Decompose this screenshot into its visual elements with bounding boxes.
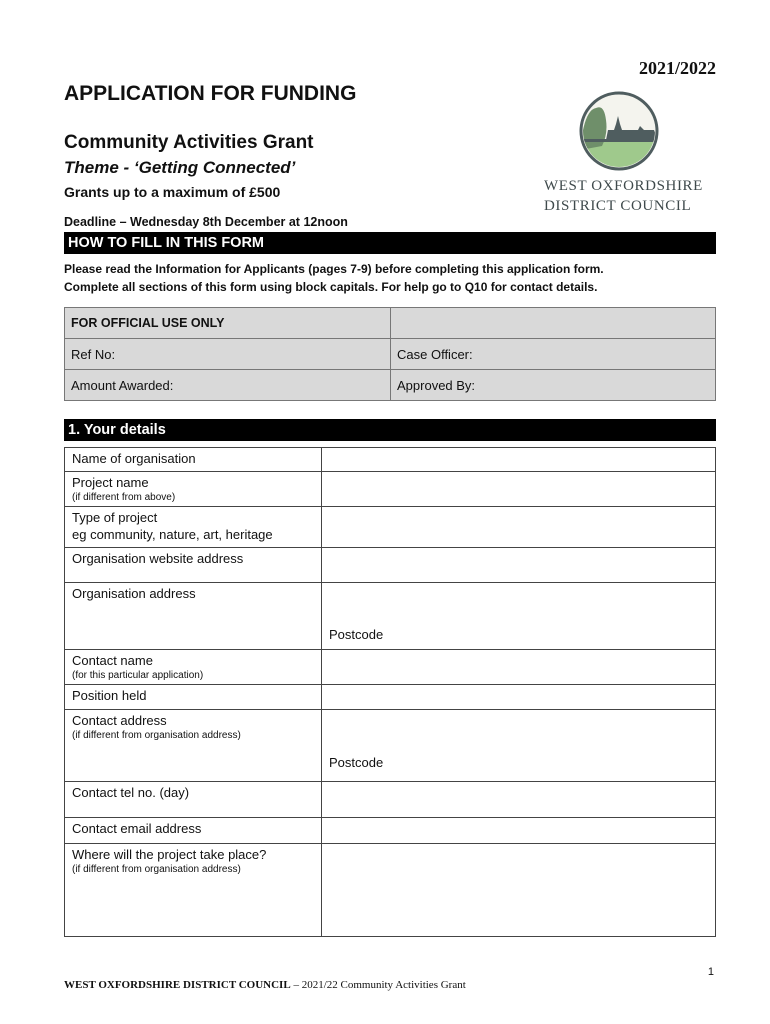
case-officer-field[interactable]: Case Officer:	[391, 339, 716, 370]
your-details-table	[64, 447, 716, 937]
official-use-heading: FOR OFFICIAL USE ONLY	[65, 308, 391, 339]
contact-address-label	[65, 710, 322, 782]
project-name-label	[65, 472, 322, 507]
instructions	[64, 260, 724, 296]
org-postcode-label: Postcode	[329, 627, 384, 642]
section-1-heading: 1. Your details	[64, 419, 716, 441]
location-note: (if different from organisation address)	[72, 864, 241, 875]
org-name-input[interactable]	[322, 448, 716, 472]
grant-theme: Theme - ‘Getting Connected’	[64, 158, 296, 177]
contact-name-note: (for this particular application)	[72, 670, 204, 681]
contact-postcode-label: Postcode	[329, 755, 384, 770]
project-name-text: Project name	[72, 475, 149, 490]
year-label: 2021/2022	[638, 58, 716, 78]
footer	[64, 979, 466, 991]
contact-address-note: (if different from organisation address)	[72, 730, 241, 741]
position-input[interactable]	[322, 685, 716, 710]
ref-no-field[interactable]: Ref No:	[65, 339, 391, 370]
how-to-heading: HOW TO FILL IN THIS FORM	[64, 232, 716, 254]
official-blank-cell	[391, 308, 716, 339]
council-emblem-icon	[578, 90, 660, 172]
project-type-example: eg community, nature, art, heritage	[72, 527, 273, 542]
location-input[interactable]	[322, 844, 716, 937]
org-address-label: Organisation address	[65, 583, 322, 650]
website-input[interactable]	[322, 548, 716, 583]
contact-address-input[interactable]	[322, 710, 716, 782]
contact-name-text: Contact name	[72, 653, 153, 668]
deadline: Deadline – Wednesday 8th December at 12noon	[64, 215, 348, 229]
location-label	[65, 844, 322, 937]
amount-awarded-field[interactable]: Amount Awarded:	[65, 370, 391, 401]
email-label: Contact email address	[65, 818, 322, 844]
project-type-text: Type of project	[72, 510, 158, 525]
website-label: Organisation website address	[65, 548, 322, 583]
location-text: Where will the project take place?	[72, 847, 267, 862]
footer-text: – 2021/22 Community Activities Grant	[290, 979, 466, 991]
tel-input[interactable]	[322, 782, 716, 818]
project-name-note: (if different from above)	[72, 492, 176, 503]
tel-label: Contact tel no. (day)	[65, 782, 322, 818]
position-label: Position held	[65, 685, 322, 710]
footer-org: WEST OXFORDSHIRE DISTRICT COUNCIL	[64, 979, 291, 991]
org-name-label: Name of organisation	[65, 448, 322, 472]
logo-text-line2: DISTRICT COUNCIL	[544, 198, 692, 214]
council-logo	[544, 90, 704, 215]
project-type-input[interactable]	[322, 507, 716, 548]
project-type-label	[65, 507, 322, 548]
email-input[interactable]	[322, 818, 716, 844]
org-address-input[interactable]	[322, 583, 716, 650]
max-grant: Grants up to a maximum of £500	[64, 184, 281, 200]
contact-name-input[interactable]	[322, 650, 716, 685]
page-title: APPLICATION FOR FUNDING	[64, 82, 357, 105]
grant-name: Community Activities Grant	[64, 132, 314, 153]
instruction-line-1: Please read the Information for Applicants (pages 7-9) before completing this application form.	[64, 262, 604, 276]
contact-name-label	[65, 650, 322, 685]
project-name-input[interactable]	[322, 472, 716, 507]
instruction-line-2: Complete all sections of this form using block capitals. For help go to Q10 for contact details.	[64, 280, 598, 294]
approved-by-field[interactable]: Approved By:	[391, 370, 716, 401]
contact-address-text: Contact address	[72, 713, 167, 728]
page-number: 1	[707, 966, 714, 978]
logo-text-line1: WEST OXFORDSHIRE	[544, 178, 703, 194]
official-use-table	[64, 307, 716, 401]
